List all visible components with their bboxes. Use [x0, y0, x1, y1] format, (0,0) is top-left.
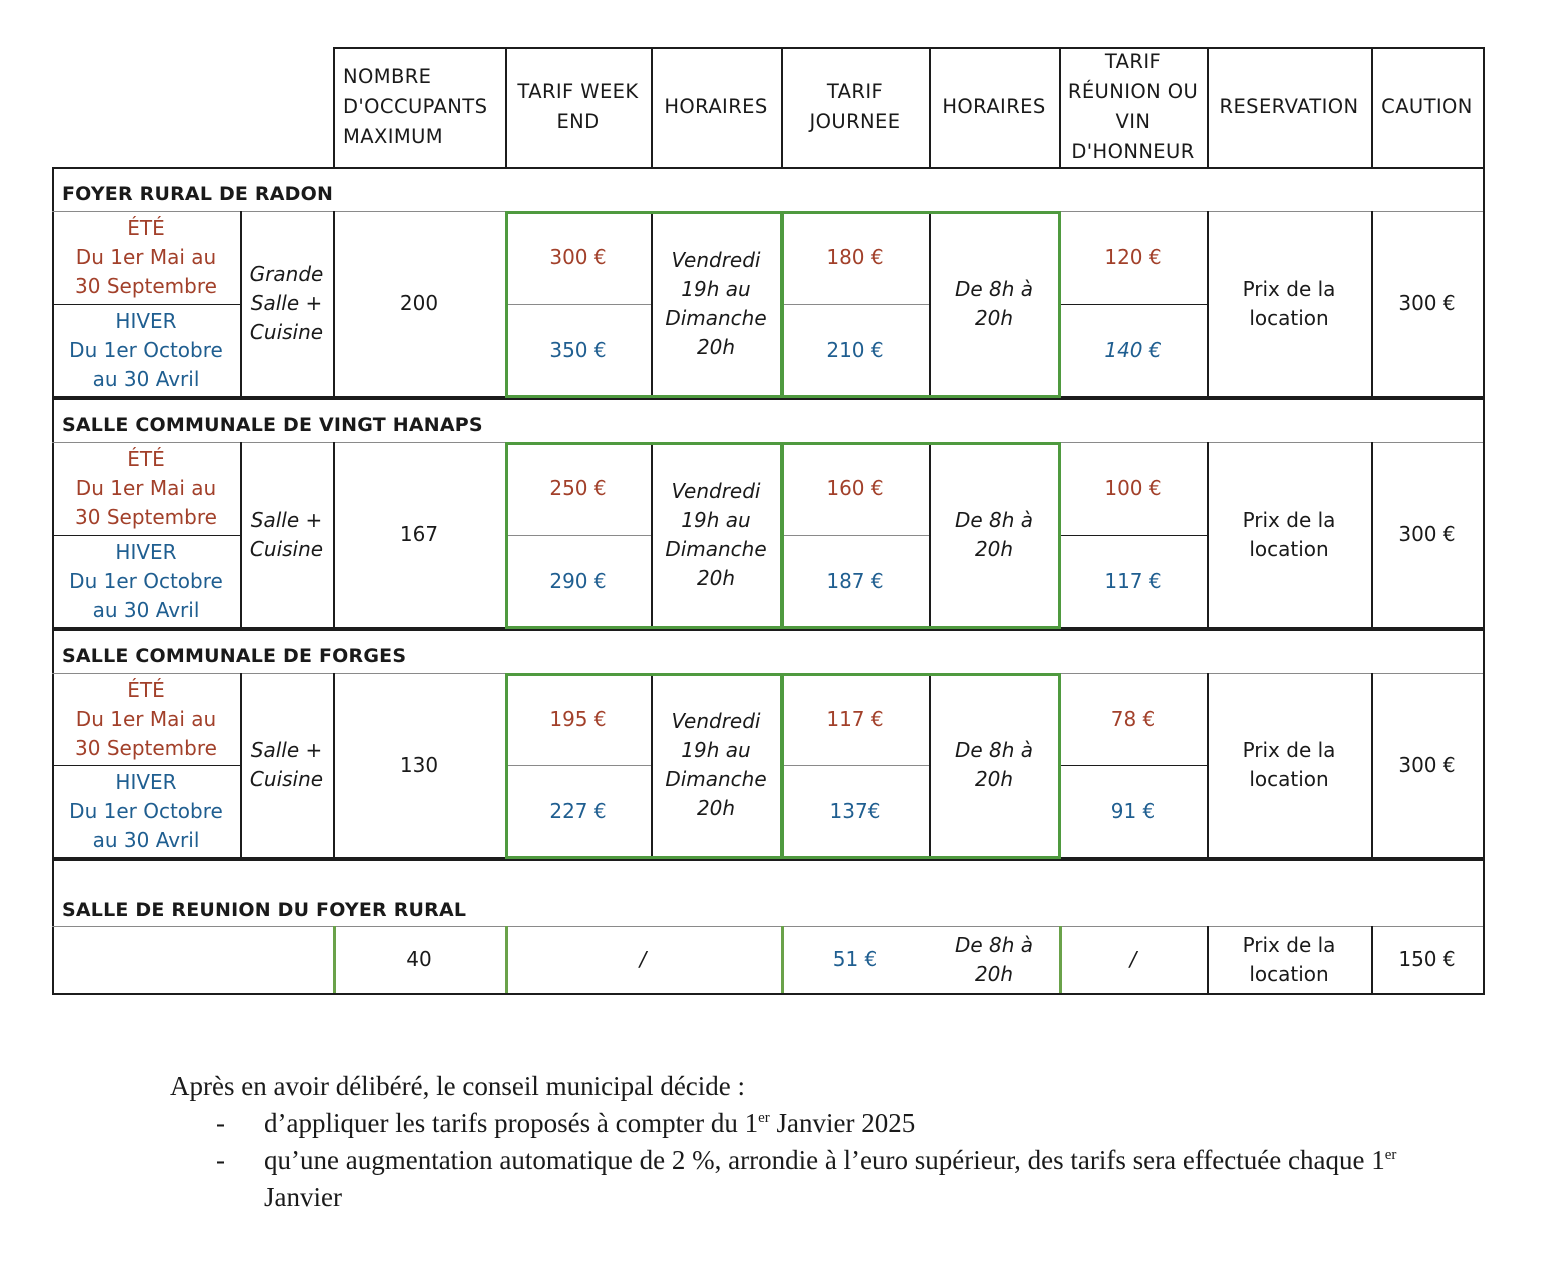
- reunion-ete-price-text: 120 €: [1104, 245, 1162, 269]
- journee-ete-price: [781, 211, 929, 304]
- horaires-weekend: [651, 442, 781, 627]
- header-caution-text: CAUTION: [1381, 95, 1473, 118]
- meeting-weekend-text: /: [639, 947, 647, 971]
- salle-type-text: Cuisine: [249, 320, 324, 344]
- reunion-hiver-price-text: 140 €: [1104, 337, 1162, 362]
- table-right-border: [1483, 629, 1485, 857]
- decision-item-1: - d’appliquer les tarifs proposés à compter du 1er Janvier 2025: [170, 1105, 1420, 1142]
- season-hiver-text: Du 1er Octobre: [69, 337, 223, 362]
- section-bottom-border: [52, 993, 1485, 995]
- season-ete: [52, 673, 240, 765]
- season-hiver: [52, 304, 240, 396]
- journee-ete-price-text: 160 €: [826, 476, 884, 500]
- reservation-value-text: location: [1249, 536, 1329, 561]
- horaires-weekend-text: Dimanche: [665, 767, 767, 791]
- meeting-caution: [1371, 926, 1483, 993]
- horaires-weekend-text: Vendredi: [671, 709, 761, 733]
- season-hiver-text: Du 1er Octobre: [69, 568, 223, 593]
- season-ete-text: Du 1er Mai au: [75, 245, 217, 269]
- horaires-journee-text: De 8h à: [954, 738, 1034, 762]
- meeting-reservation-text: location: [1249, 961, 1329, 986]
- salle-type-text: Salle +: [250, 507, 323, 532]
- venue-name: SALLE COMMUNALE DE VINGT HANAPS: [62, 414, 483, 436]
- season-hiver: [52, 535, 240, 627]
- reservation-value: [1207, 673, 1371, 857]
- header-occupants-text: NOMBRE: [343, 65, 432, 88]
- journee-hiver-price: [781, 535, 929, 627]
- reunion-hiver-price: [1059, 304, 1207, 396]
- weekend-ete-price: [505, 442, 651, 535]
- caution-value: [1371, 442, 1483, 627]
- header-horaires-weekend: [651, 47, 781, 167]
- weekend-ete-price: [505, 673, 651, 765]
- caution-value: [1371, 673, 1483, 857]
- reservation-value-text: Prix de la: [1242, 507, 1336, 532]
- occupants-value-text: 130: [399, 752, 439, 777]
- table-right-border: [1483, 398, 1485, 627]
- occupants-value: [333, 211, 505, 396]
- reunion-hiver-price-text: 91 €: [1110, 798, 1156, 823]
- reservation-value-text: location: [1249, 305, 1329, 330]
- season-ete-text: Du 1er Mai au: [75, 706, 217, 731]
- season-ete: [52, 442, 240, 535]
- journee-hiver-price-text: 187 €: [826, 568, 884, 593]
- season-hiver-text: au 30 Avril: [92, 366, 200, 391]
- horaires-weekend-text: Dimanche: [665, 536, 767, 561]
- header-divider: [1483, 47, 1485, 167]
- weekend-hiver-price-text: 350 €: [549, 337, 607, 362]
- salle-type-text: Cuisine: [249, 536, 324, 561]
- season-ete-text: 30 Septembre: [75, 505, 217, 529]
- meeting-reservation: [1207, 926, 1371, 993]
- weekend-ete-price-text: 300 €: [549, 245, 607, 269]
- header-tarif-reunion-text: VIN: [1115, 110, 1151, 133]
- salle-type: [240, 211, 333, 396]
- season-ete-text: Du 1er Mai au: [75, 476, 217, 500]
- season-hiver-text: au 30 Avril: [92, 597, 200, 622]
- table-right-border: [1483, 859, 1485, 993]
- horaires-weekend-text: 19h au: [681, 276, 751, 301]
- journee-ete-price-text: 117 €: [826, 706, 884, 731]
- journee-ete-price-text: 180 €: [826, 245, 884, 269]
- decision-text: [170, 1068, 1420, 1216]
- meeting-reunion-text: /: [1129, 947, 1137, 971]
- salle-type: [240, 673, 333, 857]
- salle-type: [240, 442, 333, 627]
- caution-value: [1371, 211, 1483, 396]
- reunion-ete-price: [1059, 673, 1207, 765]
- journee-hiver-price: [781, 765, 929, 857]
- occupants-value-text: 167: [399, 522, 439, 546]
- season-ete-text: 30 Septembre: [75, 274, 217, 298]
- journee-ete-price: [781, 673, 929, 765]
- header-reservation-text: RESERVATION: [1219, 95, 1359, 118]
- horaires-journee-text: 20h: [974, 536, 1014, 561]
- horaires-weekend-text: 20h: [696, 334, 736, 359]
- list-dash: -: [216, 1108, 225, 1138]
- journee-ete-price: [781, 442, 929, 535]
- reunion-hiver-price: [1059, 765, 1207, 857]
- header-horaires-weekend-text: HORAIRES: [664, 95, 768, 118]
- reunion-ete-price: [1059, 442, 1207, 535]
- header-tarif-reunion-text: D'HONNEUR: [1071, 140, 1195, 163]
- venue-name: FOYER RURAL DE RADON: [62, 183, 334, 205]
- journee-hiver-price: [781, 304, 929, 396]
- weekend-hiver-price: [505, 535, 651, 627]
- header-tarif-journee-text: TARIF: [826, 80, 884, 103]
- salle-type-text: Salle +: [250, 738, 323, 762]
- occupants-value: [333, 442, 505, 627]
- header-tarif-journee-text: JOURNEE: [809, 110, 901, 133]
- season-ete-text: ÉTÉ: [127, 677, 165, 702]
- horaires-weekend-text: 19h au: [681, 507, 751, 532]
- reunion-hiver-price-text: 117 €: [1104, 568, 1162, 593]
- weekend-hiver-price: [505, 304, 651, 396]
- header-caution: [1371, 47, 1483, 167]
- horaires-weekend: [651, 211, 781, 396]
- header-reservation: [1207, 47, 1371, 167]
- header-tarif-reunion: [1059, 47, 1207, 167]
- meeting-occupants-text: 40: [406, 947, 432, 971]
- caution-value-text: 300 €: [1398, 522, 1456, 546]
- meeting-occupants: [333, 926, 505, 993]
- season-ete-text: 30 Septembre: [75, 735, 217, 760]
- journee-hiver-price-text: 137€: [829, 798, 881, 823]
- horaires-weekend-text: Vendredi: [671, 247, 761, 272]
- weekend-hiver-price-text: 290 €: [549, 568, 607, 593]
- season-hiver-text: HIVER: [115, 308, 177, 333]
- header-occupants: [333, 47, 505, 167]
- weekend-ete-price: [505, 211, 651, 304]
- weekend-hiver-price-text: 227 €: [549, 798, 607, 823]
- salle-type-text: Salle +: [250, 291, 323, 315]
- weekend-ete-price-text: 250 €: [549, 476, 607, 500]
- horaires-weekend-text: Dimanche: [665, 305, 767, 330]
- section-top-border: [52, 167, 1485, 169]
- section-top-border: [52, 629, 1485, 631]
- meeting-horaires: [929, 926, 1059, 993]
- decision-intro: Après en avoir délibéré, le conseil municipal décide :: [170, 1071, 746, 1101]
- reservation-value-text: Prix de la: [1242, 738, 1336, 762]
- horaires-journee: [929, 673, 1059, 857]
- header-tarif-weekend-text: END: [556, 110, 600, 133]
- season-ete-text: ÉTÉ: [127, 447, 165, 471]
- salle-type-text: Cuisine: [249, 767, 324, 791]
- header-occupants-text: MAXIMUM: [343, 125, 443, 148]
- horaires-journee-text: 20h: [974, 305, 1014, 330]
- header-tarif-reunion-text: TARIF: [1104, 50, 1162, 73]
- venue-name: SALLE COMMUNALE DE FORGES: [62, 645, 407, 667]
- weekend-hiver-price: [505, 765, 651, 857]
- caution-value-text: 300 €: [1398, 752, 1456, 777]
- table-right-border: [1483, 167, 1485, 396]
- header-horaires-journee: [929, 47, 1059, 167]
- season-hiver-text: Du 1er Octobre: [69, 798, 223, 823]
- caution-value-text: 300 €: [1398, 291, 1456, 315]
- horaires-journee: [929, 211, 1059, 396]
- horaires-weekend-text: 20h: [696, 565, 736, 590]
- venue-name: SALLE DE REUNION DU FOYER RURAL: [62, 899, 467, 921]
- horaires-weekend-text: 19h au: [681, 738, 751, 762]
- reunion-ete-price-text: 78 €: [1110, 706, 1156, 731]
- meeting-caution-text: 150 €: [1398, 947, 1456, 971]
- meeting-reservation-text: Prix de la: [1242, 932, 1336, 957]
- reservation-value-text: location: [1249, 767, 1329, 791]
- meeting-reunion: [1059, 926, 1207, 993]
- season-hiver-text: HIVER: [115, 769, 177, 794]
- section-top-border: [52, 859, 1485, 861]
- header-tarif-weekend-text: TARIF WEEK: [517, 80, 639, 103]
- header-tarif-weekend: [505, 47, 651, 167]
- reservation-value: [1207, 211, 1371, 396]
- horaires-journee-text: 20h: [974, 767, 1014, 791]
- season-hiver: [52, 765, 240, 857]
- journee-hiver-price-text: 210 €: [826, 337, 884, 362]
- meeting-journee: [781, 926, 929, 993]
- meeting-horaires-text: 20h: [974, 961, 1014, 986]
- header-tarif-journee: [781, 47, 929, 167]
- season-ete: [52, 211, 240, 304]
- season-hiver-text: au 30 Avril: [92, 827, 200, 852]
- weekend-ete-price-text: 195 €: [549, 706, 607, 731]
- reunion-ete-price-text: 100 €: [1104, 476, 1162, 500]
- header-tarif-reunion-text: RÉUNION OU: [1067, 80, 1199, 103]
- season-hiver-text: HIVER: [115, 539, 177, 564]
- decision-item-2: - qu’une augmentation automatique de 2 %, arrondie à l’euro supérieur, des tarifs sera effectuée chaque 1er Janvier: [170, 1142, 1420, 1216]
- occupants-value: [333, 673, 505, 857]
- reservation-value: [1207, 442, 1371, 627]
- season-ete-text: ÉTÉ: [127, 216, 165, 240]
- horaires-journee: [929, 442, 1059, 627]
- horaires-weekend-text: 20h: [696, 796, 736, 820]
- list-dash: -: [216, 1145, 225, 1175]
- section-top-border: [52, 398, 1485, 400]
- horaires-journee-text: De 8h à: [954, 276, 1034, 301]
- occupants-value-text: 200: [399, 291, 439, 315]
- reunion-ete-price: [1059, 211, 1207, 304]
- meeting-weekend: [505, 926, 781, 993]
- meeting-journee-text: 51 €: [832, 947, 878, 971]
- meeting-horaires-text: De 8h à: [954, 932, 1034, 957]
- header-occupants-text: D'OCCUPANTS: [343, 95, 488, 118]
- reservation-value-text: Prix de la: [1242, 276, 1336, 301]
- reunion-hiver-price: [1059, 535, 1207, 627]
- horaires-weekend-text: Vendredi: [671, 478, 761, 503]
- horaires-weekend: [651, 673, 781, 857]
- header-horaires-journee-text: HORAIRES: [942, 95, 1046, 118]
- horaires-journee-text: De 8h à: [954, 507, 1034, 532]
- salle-type-text: Grande: [249, 262, 324, 286]
